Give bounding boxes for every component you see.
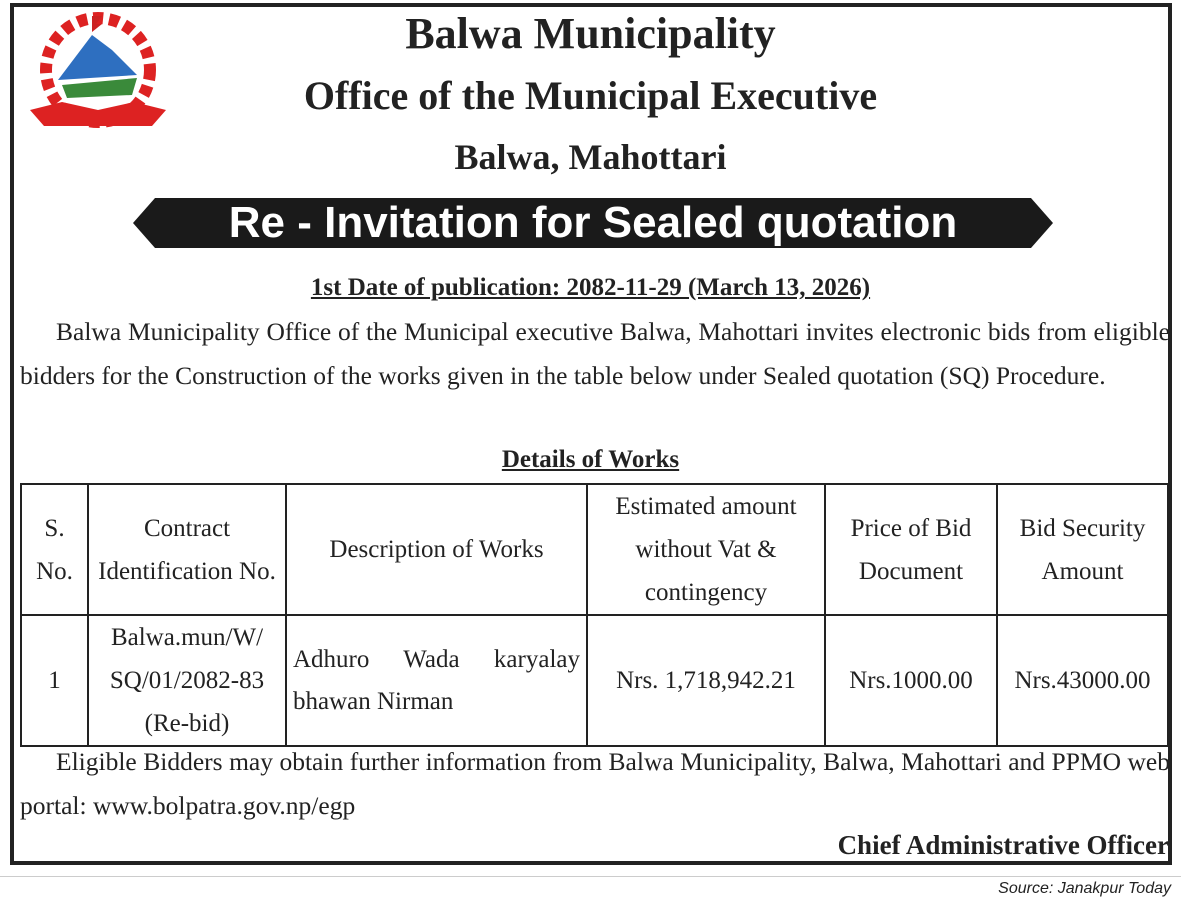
cell-bid-security: Nrs.43000.00 — [997, 615, 1168, 746]
office-title: Office of the Municipal Executive — [303, 73, 878, 118]
header-estimated-amount: Estimated amount without Vat & contingency — [587, 484, 825, 615]
signatory: Chief Administrative Officer — [837, 830, 1169, 860]
header-description: Description of Works — [286, 484, 587, 615]
source-credit: Source: Janakpur Today — [998, 880, 1171, 897]
cell-estimated-amount: Nrs. 1,718,942.21 — [587, 615, 825, 746]
municipality-title: Balwa Municipality — [405, 9, 776, 58]
cell-sno: 1 — [21, 615, 88, 746]
intro-paragraph: Balwa Municipality Office of the Municipal executive Balwa, Mahottari invites electronic bids from eligible bidders for the Construction of the works given in the table below under Sealed quotation (SQ) Procedure. — [20, 317, 1170, 390]
header-bid-doc-price: Price of Bid Document — [825, 484, 997, 615]
table-row — [21, 615, 1168, 746]
header-sno: S. No. — [21, 484, 88, 615]
divider — [0, 876, 1181, 877]
notice-banner — [133, 198, 1053, 248]
cell-contract-id: Balwa.mun/W/ SQ/01/2082-83 (Re-bid) — [88, 615, 286, 746]
banner-text: Re - Invitation for Sealed quotation — [228, 198, 958, 247]
works-table — [20, 483, 1169, 747]
footer-paragraph: Eligible Bidders may obtain further information from Balwa Municipality, Balwa, Mahottari and PPMO web portal: www.bolpatra.gov.np/egp — [20, 747, 1170, 820]
cell-description: Adhuro Wada karyalay bhawan Nirman — [286, 615, 587, 746]
details-heading: Details of Works — [501, 446, 680, 473]
header-bid-security: Bid Security Amount — [997, 484, 1168, 615]
cell-bid-doc-price: Nrs.1000.00 — [825, 615, 997, 746]
publication-date: 1st Date of publication: 2082-11-29 (March 13, 2026) — [310, 274, 871, 301]
header-contract-id: Contract Identification No. — [88, 484, 286, 615]
location-title: Balwa, Mahottari — [454, 137, 727, 177]
